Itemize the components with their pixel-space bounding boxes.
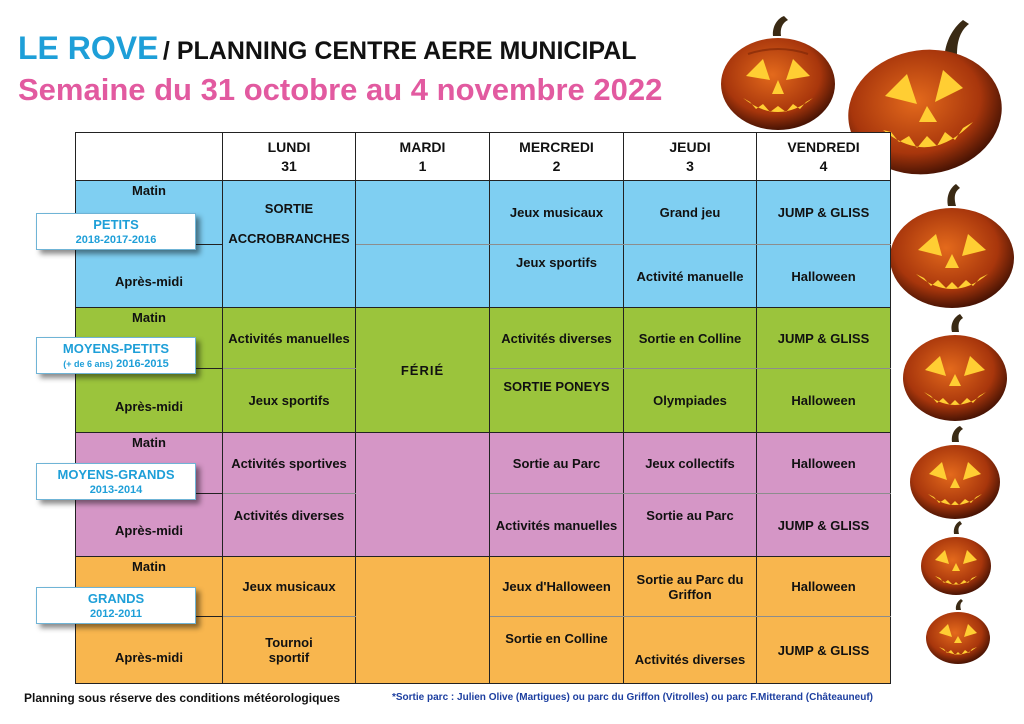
page-title [18, 30, 637, 67]
empty-cell [356, 245, 490, 308]
brand-name: LE ROVE [18, 30, 159, 66]
planning-table [75, 132, 891, 684]
activity-cell: Halloween [757, 557, 891, 617]
table-row [76, 433, 891, 494]
group-name: MOYENS-PETITS [62, 341, 170, 356]
period-morning-label: Matin [76, 308, 223, 369]
activity-cell: SORTIE PONEYS [490, 369, 624, 433]
group-badge-moyens-grands [36, 463, 196, 500]
week-title: Semaine du 31 octobre au 4 novembre 2022 [18, 72, 663, 107]
park-footnote: *Sortie parc : Julien Olive (Martigues) ou parc du Griffon (Vitrolles) ou parc F.Mitterand (Châteauneuf) [392, 692, 873, 703]
group-years: (+ de 6 ans) 2016-2015 [63, 358, 169, 370]
day-header-mardi: MARDI 1 [356, 133, 490, 181]
activity-cell: Jeux sportifs [223, 369, 356, 433]
activity-cell: Activités manuelles [223, 308, 356, 369]
activity-cell: Jeux d'Halloween [490, 557, 624, 617]
activity-cell: JUMP & GLISS [757, 494, 891, 557]
activity-cell: Halloween [757, 245, 891, 308]
group-name: MOYENS-GRANDS [57, 467, 175, 482]
activity-cell: JUMP & GLISS [757, 181, 891, 245]
activity-cell: Activité manuelle [624, 245, 757, 308]
group-years: 2012-2011 [90, 608, 142, 620]
activity-cell: Jeux musicaux [223, 557, 356, 617]
period-afternoon-label: Après-midi [76, 245, 223, 308]
day-header-lundi: LUNDI 31 [223, 133, 356, 181]
group-name: GRANDS [87, 591, 145, 606]
activity-cell: Tournoi sportif [223, 617, 356, 684]
period-afternoon-label: Après-midi [76, 494, 223, 557]
group-years: 2018-2017-2016 [75, 234, 157, 246]
group-badge-grands [36, 587, 196, 624]
planning-subtitle: / PLANNING CENTRE AERE MUNICIPAL [162, 37, 637, 65]
activity-cell: Activités diverses [490, 308, 624, 369]
holiday-label: FÉRIÉ [356, 308, 490, 433]
pumpkin-icon [718, 14, 838, 132]
period-morning-label: Matin [76, 557, 223, 617]
table-row [76, 308, 891, 369]
activity-cell: Grand jeu [624, 181, 757, 245]
activity-cell: Sortie en Colline [624, 308, 757, 369]
activity-cell: Jeux collectifs [624, 433, 757, 494]
corner-cell [76, 133, 223, 181]
period-morning-label: Matin [76, 433, 223, 494]
activity-cell: Halloween [757, 369, 891, 433]
activity-cell: JUMP & GLISS [757, 308, 891, 369]
pumpkin-icon [918, 520, 994, 598]
day-header-jeudi: JEUDI 3 [624, 133, 757, 181]
weather-disclaimer: Planning sous réserve des conditions météorologiques [24, 691, 341, 705]
empty-cell [356, 557, 490, 684]
activity-cell: Sortie au Parc [490, 433, 624, 494]
group-note: (+ de 6 ans) [63, 359, 114, 369]
group-badge-petits [36, 213, 196, 250]
activity-cell: Jeux sportifs [490, 245, 624, 308]
table-row [76, 557, 891, 617]
activity-cell: Activités diverses [223, 494, 356, 557]
activity-cell: Activités sportives [223, 433, 356, 494]
activity-cell: JUMP & GLISS [757, 617, 891, 684]
group-years: 2013-2014 [89, 484, 143, 496]
table-header-row [76, 133, 891, 181]
activity-cell: SORTIE ACCROBRANCHES [223, 181, 356, 308]
period-afternoon-label: Après-midi [76, 369, 223, 433]
activity-cell: Activités manuelles [490, 494, 624, 557]
empty-cell [356, 433, 490, 557]
activity-cell: Sortie au Parc du Griffon [624, 557, 757, 617]
activity-cell: Sortie au Parc [624, 494, 757, 557]
empty-cell [356, 181, 490, 245]
pumpkin-icon [900, 312, 1010, 424]
period-afternoon-label: Après-midi [76, 617, 223, 684]
table-row [76, 245, 891, 308]
activity-cell: Activités diverses [624, 617, 757, 684]
group-name: PETITS [93, 217, 139, 232]
activity-cell: Sortie en Colline [490, 617, 624, 684]
activity-cell: Olympiades [624, 369, 757, 433]
group-badge-moyens-petits [36, 337, 196, 374]
activity-cell: Halloween [757, 433, 891, 494]
period-morning-label: Matin [76, 181, 223, 245]
pumpkin-icon [924, 598, 992, 666]
day-header-mercredi: MERCREDI 2 [490, 133, 624, 181]
activity-cell: Jeux musicaux [490, 181, 624, 245]
table-row [76, 181, 891, 245]
pumpkin-icon [907, 424, 1003, 522]
day-header-vendredi: VENDREDI 4 [757, 133, 891, 181]
pumpkin-icon [888, 182, 1016, 310]
